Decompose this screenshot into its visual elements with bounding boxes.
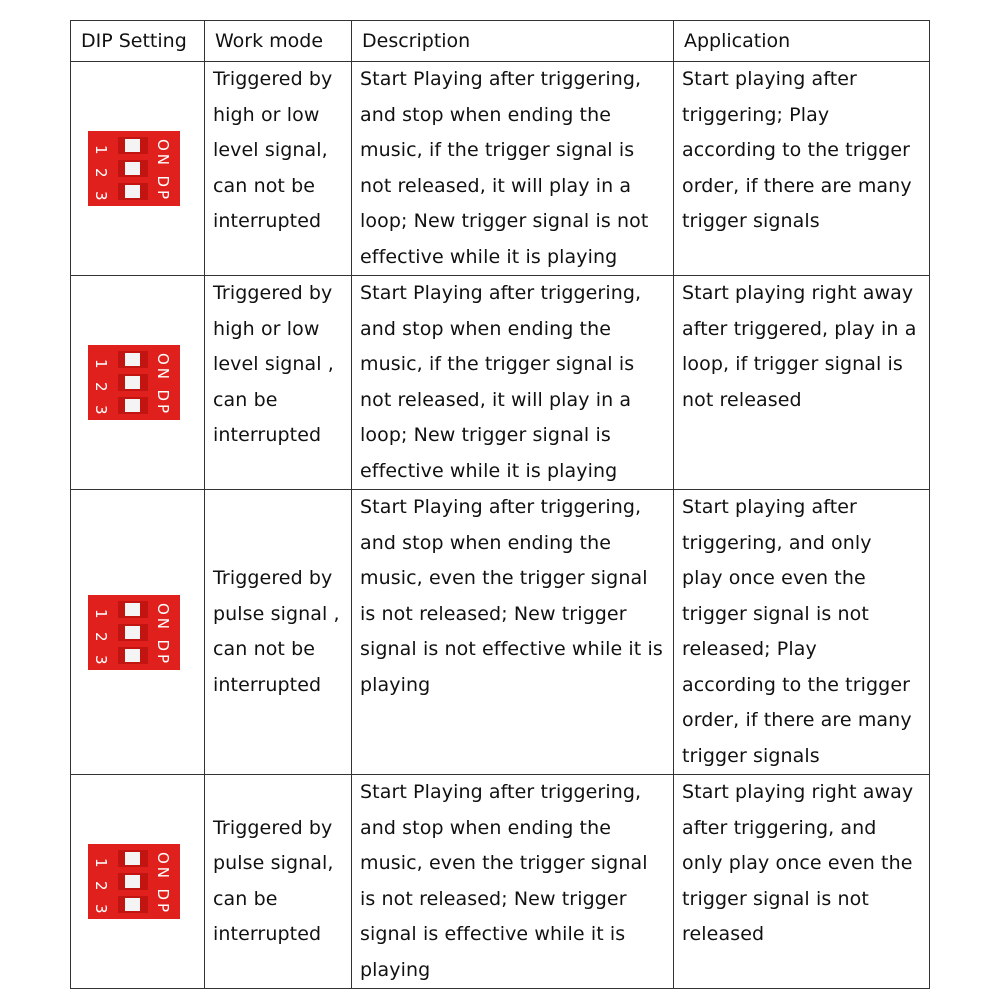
table-row bbox=[71, 62, 930, 276]
description-cell: Start Playing after triggering, and stop when ending the music, even the trigger signal is not released; New trigger signal is not effective while it is playing bbox=[352, 490, 674, 775]
dip-setting-cell bbox=[71, 276, 205, 490]
application-cell: Start playing after triggering; Play according to the trigger order, if there are many trigger signals bbox=[674, 62, 930, 276]
dip-switch-icon bbox=[88, 595, 180, 670]
header-description: Description bbox=[352, 21, 674, 62]
table-row bbox=[71, 490, 930, 775]
dip-switch-icon bbox=[88, 345, 180, 420]
dip-setting-cell bbox=[71, 62, 205, 276]
header-row bbox=[71, 21, 930, 62]
work-mode-cell: Triggered by pulse signal , can not be interrupted bbox=[205, 490, 352, 775]
header-application: Application bbox=[674, 21, 930, 62]
header-dip-setting: DIP Setting bbox=[71, 21, 205, 62]
application-cell: Start playing right away after triggering, and only play once even the trigger signal is not released bbox=[674, 775, 930, 989]
description-cell: Start Playing after triggering, and stop when ending the music, even the trigger signal is not released; New trigger signal is effective while it is playing bbox=[352, 775, 674, 989]
table-row bbox=[71, 276, 930, 490]
dip-settings-table bbox=[70, 20, 930, 989]
description-cell: Start Playing after triggering, and stop when ending the music, if the trigger signal is not released, it will play in a loop; New trigger signal is effective while it is playing bbox=[352, 276, 674, 490]
work-mode-cell: Triggered by high or low level signal, can not be interrupted bbox=[205, 62, 352, 276]
application-cell: Start playing right away after triggered, play in a loop, if trigger signal is not released bbox=[674, 276, 930, 490]
application-cell: Start playing after triggering, and only play once even the trigger signal is not released; Play according to the trigger order, if there are many trigger signals bbox=[674, 490, 930, 775]
table-row bbox=[71, 775, 930, 989]
header-work-mode: Work mode bbox=[205, 21, 352, 62]
description-cell: Start Playing after triggering, and stop when ending the music, if the trigger signal is not released, it will play in a loop; New trigger signal is not effective while it is playing bbox=[352, 62, 674, 276]
dip-setting-cell bbox=[71, 490, 205, 775]
work-mode-cell: Triggered by pulse signal, can be interrupted bbox=[205, 775, 352, 989]
dip-setting-cell bbox=[71, 775, 205, 989]
work-mode-cell: Triggered by high or low level signal , can be interrupted bbox=[205, 276, 352, 490]
dip-switch-icon bbox=[88, 131, 180, 206]
dip-switch-icon bbox=[88, 844, 180, 919]
